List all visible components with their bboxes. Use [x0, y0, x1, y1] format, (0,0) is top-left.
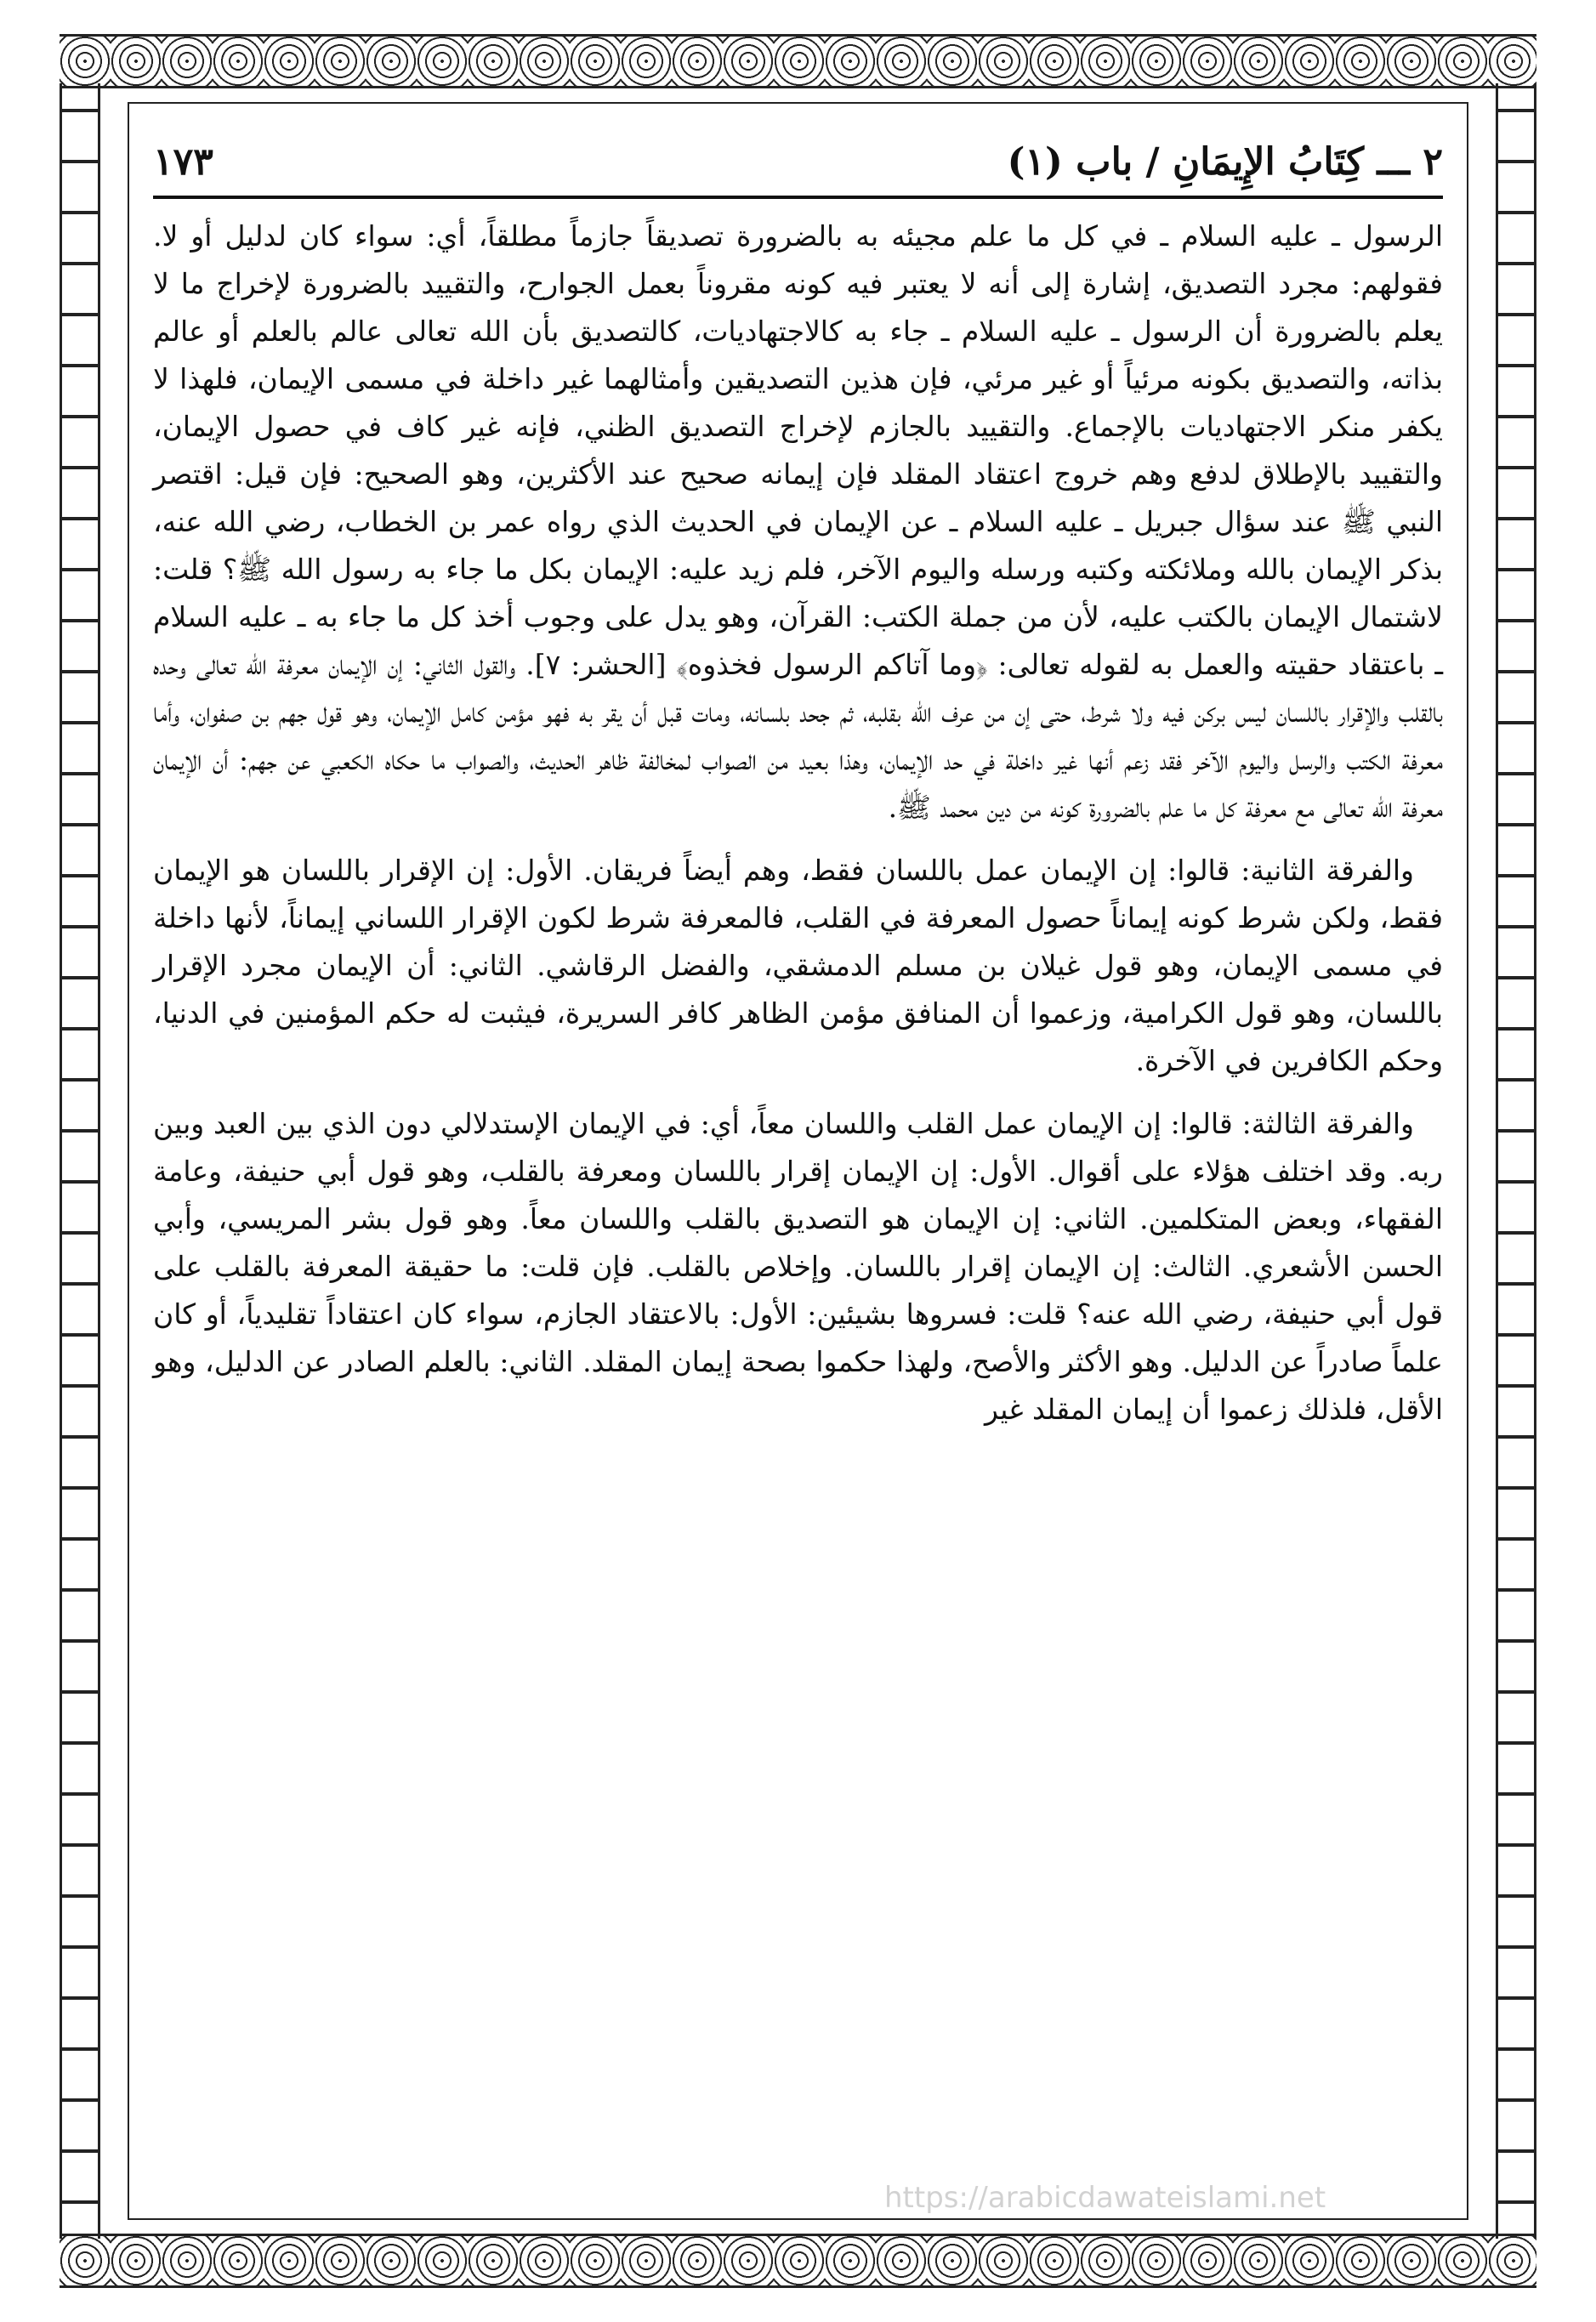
page-content: [153, 213, 1443, 2194]
chapter-title: ٢ ـــ كِتَابُ الإِيمَانِ / باب (١): [1007, 139, 1443, 184]
decorative-border-right: [1496, 83, 1536, 2239]
paragraph-3: والفرقة الثالثة: قالوا: إن الإيمان عمل القلب واللسان معاً، أي: في الإيمان الإستدلالي دون الذي بين العبد وبين ربه. وقد اختلف هؤلاء على أقوال. الأول: إن الإيمان إقرار باللسان ومعرفة بالقلب، وهو قول أبي حنيفة، وعامة الفقهاء، وبعض المتكلمين. الثاني: إن الإيمان هو التصديق بالقلب واللسان معاً. وهو قول بشر المريسي، وأبي الحسن الأشعري. الثالث: إن الإيمان إقرار باللسان. وإخلاص بالقلب. فإن قلت: ما حقيقة المعرفة بالقلب على قول أبي حنيفة، رضي الله عنه؟ قلت: فسروها بشيئين: الأول: بالاعتقاد الجازم، سواء كان اعتقاداً تقليدياً، أو كان علماً صادراً عن الدليل. وهو الأكثر والأصح، ولهذا حكموا بصحة إيمان المقلد. الثاني: بالعلم الصادر عن الدليل، وهو الأقل، فلذلك زعموا أن إيمان المقلد غير: [153, 1107, 1444, 1426]
decorative-border-top: [60, 34, 1536, 88]
paragraph-1: الرسول ـ عليه السلام ـ في كل ما علم مجيئه به بالضرورة تصديقاً جازماً مطلقاً، أي: سواء كان لدليل أو لا. فقولهم: مجرد التصديق، إشارة إلى أنه لا يعتبر فيه كونه مقروناً بعمل الجوارح، والتقييد بالضرورة لإخراج ما لا يعلم بالضرورة أن الرسول ـ عليه السلام ـ جاء به كالاجتهاديات، كالتصديق بأن الله تعالى عالم بالعلم أو عالم بذاته، والتصديق بكونه مرئياً أو غير مرئي، فإن هذين التصديقين وأمثالهما غير داخلة في مسمى الإيمان، فلهذا لا يكفر منكر الاجتهاديات بالإجماع. والتقييد بالجازم لإخراج التصديق الظني، فإنه غير كاف في حصول الإيمان، والتقييد بالإطلاق لدفع وهم خروج اعتقاد المقلد فإن إيمانه صحيح عند الأكثرين، وهو الصحيح: فإن قيل: اقتصر النبي ﷺ عند سؤال جبريل ـ عليه السلام ـ عن الإيمان في الحديث الذي رواه عمر بن الخطاب، رضي الله عنه، بذكر الإيمان بالله وملائكته وكتبه ورسله واليوم الآخر، فلم زيد عليه: الإيمان بكل ما جاء به رسول الله ﷺ؟ قلت: لاشتمال الإيمان بالكتب عليه، لأن من جملة الكتب: القرآن، وهو يدل على وجوب أخذ كل ما جاء به ـ عليه السلام ـ باعتقاد حقيته والعمل به لقوله تعالى: ﴿وما آتاكم الرسول فخذوه﴾ [الحشر: ٧]. والقول الثاني: إن الإيمان معرفة الله تعالى وحده بالقلب والإقرار باللسان ليس بركن فيه ولا شرط، حتى إن من عرف الله بقلبه، ثم جحد بلسانه، ومات قبل أن يقر به فهو مؤمن كامل الإيمان، وهو قول جهم بن صفوان، وأما معرفة الكتب والرسل واليوم الآخر فقد زعم أنها غير داخلة في حد الإيمان، وهذا بعيد من الصواب لمخالفة ظاهر الحديث، والصواب ما حكاه الكعبي عن جهم: أن الإيمان معرفة الله تعالى مع معرفة كل ما علم بالضرورة كونه من دين محمد ﷺ.: [153, 219, 1444, 824]
watermark-url: https://arabicdawateislami.net: [884, 2181, 1326, 2215]
page-header: [153, 128, 1443, 199]
paragraph-2: والفرقة الثانية: قالوا: إن الإيمان عمل باللسان فقط، وهم أيضاً فريقان. الأول: إن الإقرار باللسان هو الإيمان فقط، ولكن شرط كونه إيماناً حصول المعرفة في القلب، فالمعرفة شرط لكون الإقرار اللساني إيماناً، لأنها داخلة في مسمى الإيمان، وهو قول غيلان بن مسلم الدمشقي، والفضل الرقاشي. الثاني: أن الإيمان مجرد الإقرار باللسان، وهو قول الكرامية، وزعموا أن المنافق مؤمن الظاهر كافر السريرة، فيثبت له حكم المؤمنين في الدنيا، وحكم الكافرين في الآخرة.: [153, 854, 1443, 1077]
decorative-border-bottom: [60, 2234, 1536, 2288]
decorative-border-left: [60, 83, 100, 2239]
page-number: ١٧٣: [153, 139, 213, 184]
